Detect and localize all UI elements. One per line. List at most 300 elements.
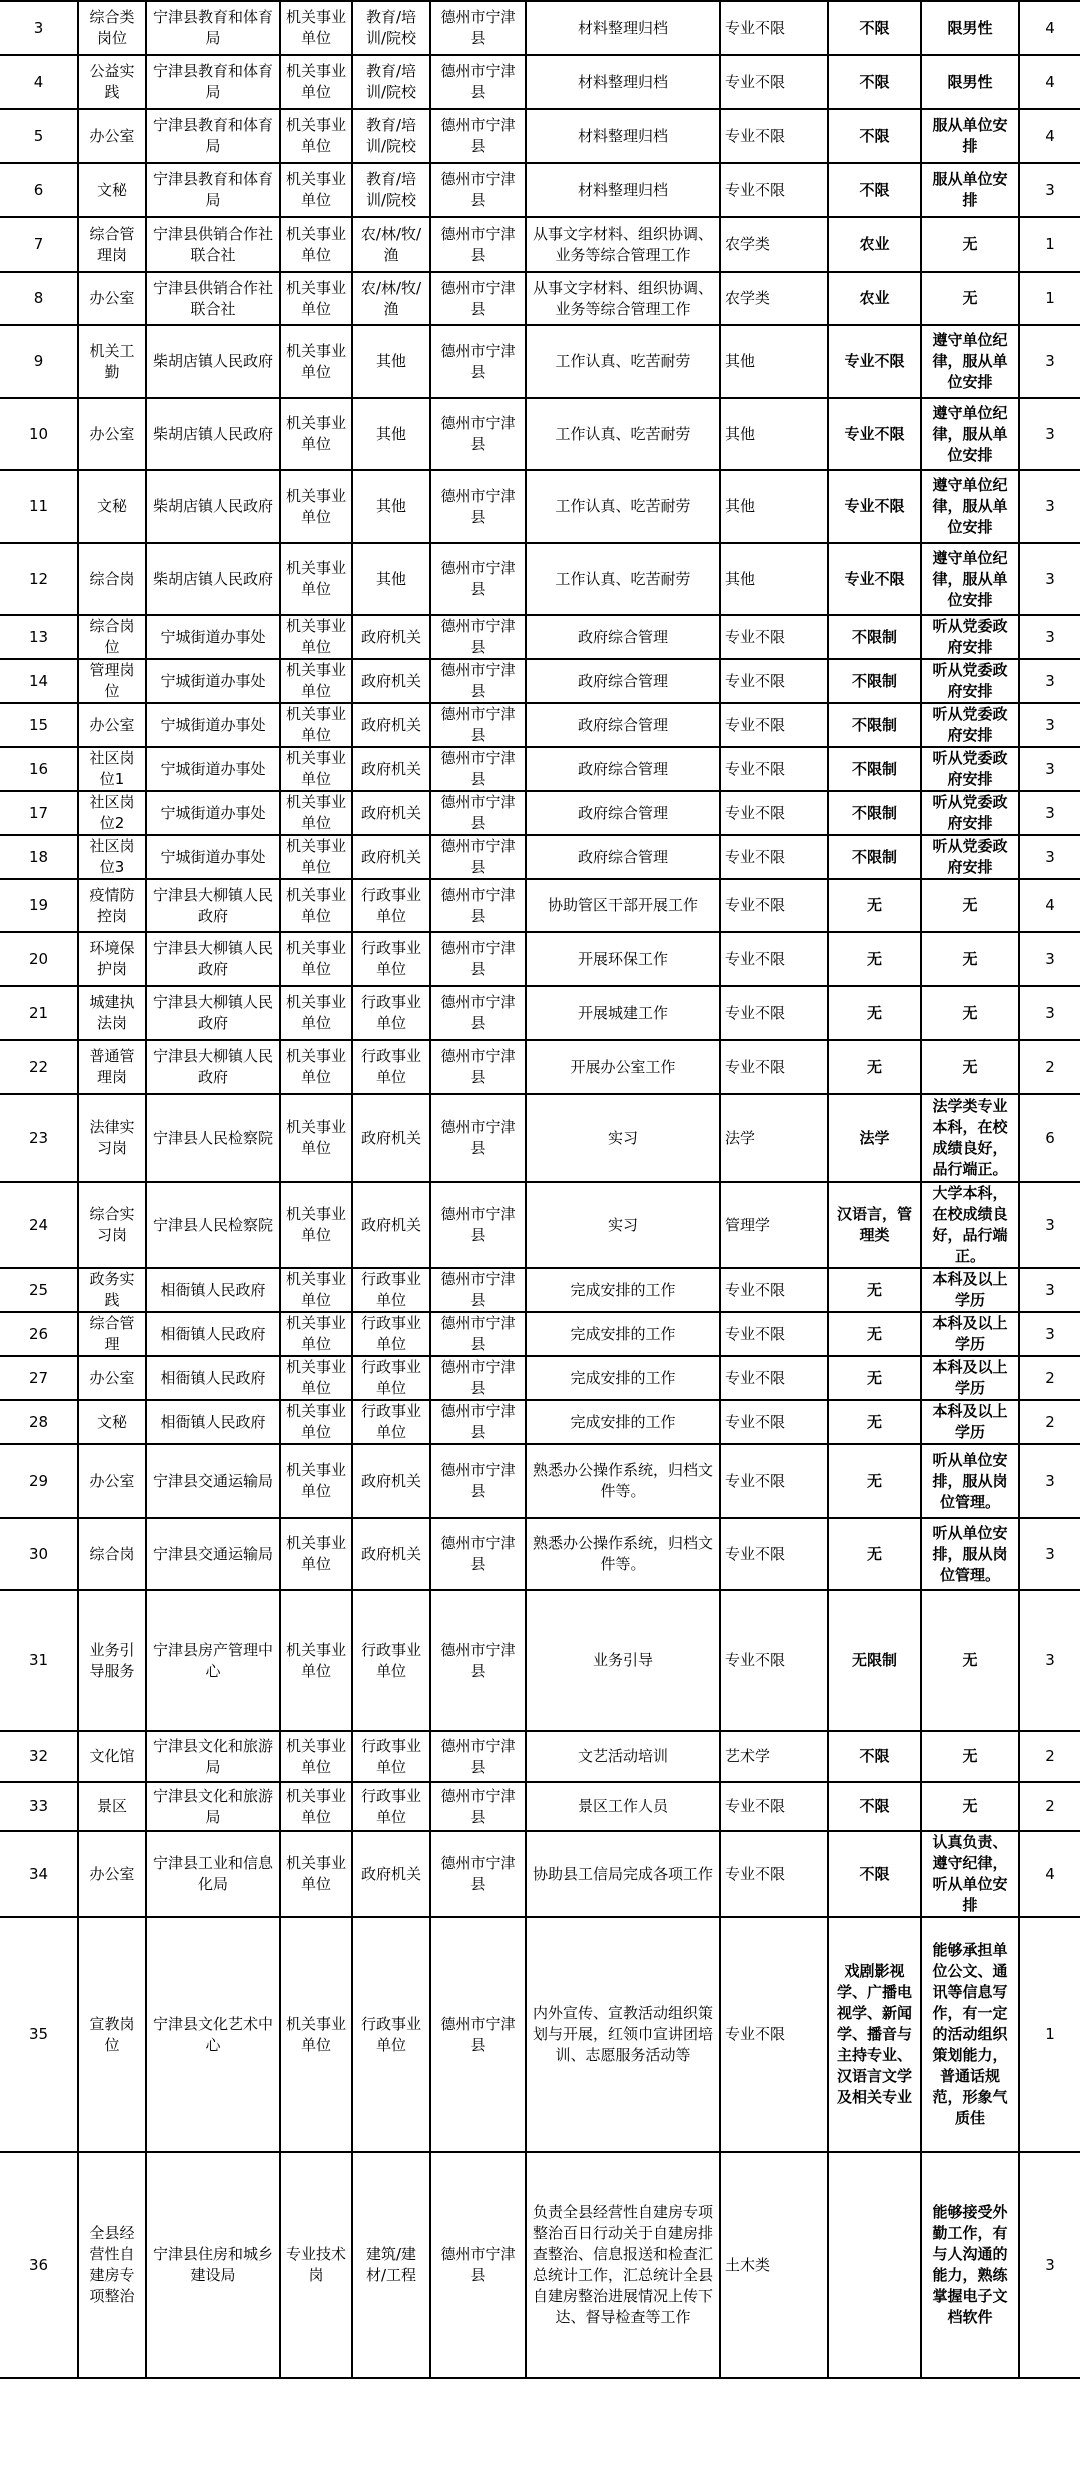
unit-type-cell: 机关事业单位	[280, 325, 352, 398]
industry-cell: 政府机关	[352, 791, 430, 835]
row-number-cell: 14	[0, 659, 78, 703]
industry-cell: 行政事业单位	[352, 1040, 430, 1094]
position-name-cell: 政务实践	[78, 1268, 146, 1312]
position-name-cell: 社区岗位3	[78, 835, 146, 879]
other-requirement-cell: 听从党委政府安排	[921, 835, 1019, 879]
job-description-cell: 政府综合管理	[526, 791, 720, 835]
job-description-cell: 开展城建工作	[526, 986, 720, 1040]
table-row	[0, 1268, 1080, 1312]
work-location-cell: 德州市宁津县	[430, 747, 526, 791]
table-row	[0, 163, 1080, 217]
unit-type-cell: 机关事业单位	[280, 703, 352, 747]
position-name-cell: 文秘	[78, 470, 146, 543]
headcount-cell: 3	[1019, 835, 1080, 879]
headcount-cell: 3	[1019, 470, 1080, 543]
unit-name-cell: 宁城街道办事处	[146, 747, 280, 791]
job-description-cell: 材料整理归档	[526, 163, 720, 217]
major-requirement-cell: 法学	[720, 1094, 828, 1182]
job-description-cell: 实习	[526, 1094, 720, 1182]
work-location-cell: 德州市宁津县	[430, 1040, 526, 1094]
position-name-cell: 环境保护岗	[78, 932, 146, 986]
industry-cell: 政府机关	[352, 659, 430, 703]
table-row	[0, 2152, 1080, 2378]
row-number-cell: 31	[0, 1590, 78, 1731]
unit-type-cell: 专业技术岗	[280, 2152, 352, 2378]
position-name-cell: 业务引导服务	[78, 1590, 146, 1731]
headcount-cell: 4	[1019, 55, 1080, 109]
major-restriction-cell: 无	[828, 1268, 921, 1312]
unit-name-cell: 宁津县教育和体育局	[146, 109, 280, 163]
table-row	[0, 470, 1080, 543]
table-row	[0, 1182, 1080, 1268]
major-restriction-cell: 无	[828, 1518, 921, 1590]
work-location-cell: 德州市宁津县	[430, 1094, 526, 1182]
unit-type-cell: 机关事业单位	[280, 747, 352, 791]
position-name-cell: 综合岗	[78, 543, 146, 615]
work-location-cell: 德州市宁津县	[430, 2152, 526, 2378]
major-requirement-cell: 专业不限	[720, 55, 828, 109]
headcount-cell: 1	[1019, 1917, 1080, 2152]
table-row	[0, 543, 1080, 615]
row-number-cell: 22	[0, 1040, 78, 1094]
unit-name-cell: 宁津县文化艺术中心	[146, 1917, 280, 2152]
job-description-cell: 政府综合管理	[526, 747, 720, 791]
industry-cell: 行政事业单位	[352, 1400, 430, 1444]
major-requirement-cell: 其他	[720, 543, 828, 615]
other-requirement-cell: 无	[921, 986, 1019, 1040]
job-description-cell: 熟悉办公操作系统，归档文件等。	[526, 1518, 720, 1590]
work-location-cell: 德州市宁津县	[430, 986, 526, 1040]
headcount-cell: 3	[1019, 2152, 1080, 2378]
work-location-cell: 德州市宁津县	[430, 217, 526, 272]
unit-name-cell: 柴胡店镇人民政府	[146, 398, 280, 470]
job-description-cell: 政府综合管理	[526, 835, 720, 879]
unit-name-cell: 宁城街道办事处	[146, 659, 280, 703]
work-location-cell: 德州市宁津县	[430, 163, 526, 217]
unit-name-cell: 宁津县工业和信息化局	[146, 1831, 280, 1917]
major-restriction-cell: 无	[828, 1444, 921, 1518]
work-location-cell: 德州市宁津县	[430, 1518, 526, 1590]
unit-name-cell: 宁津县教育和体育局	[146, 1, 280, 55]
work-location-cell: 德州市宁津县	[430, 325, 526, 398]
work-location-cell: 德州市宁津县	[430, 1917, 526, 2152]
major-restriction-cell: 无	[828, 879, 921, 932]
table-row	[0, 1444, 1080, 1518]
major-requirement-cell: 专业不限	[720, 1, 828, 55]
table-row	[0, 747, 1080, 791]
major-restriction-cell: 无	[828, 986, 921, 1040]
major-restriction-cell: 无	[828, 1040, 921, 1094]
other-requirement-cell: 无	[921, 879, 1019, 932]
unit-type-cell: 机关事业单位	[280, 217, 352, 272]
other-requirement-cell: 听从单位安排，服从岗位管理。	[921, 1444, 1019, 1518]
unit-name-cell: 宁津县交通运输局	[146, 1518, 280, 1590]
unit-name-cell: 宁津县房产管理中心	[146, 1590, 280, 1731]
major-requirement-cell: 专业不限	[720, 1444, 828, 1518]
position-name-cell: 办公室	[78, 109, 146, 163]
major-restriction-cell: 不限制	[828, 835, 921, 879]
work-location-cell: 德州市宁津县	[430, 615, 526, 659]
unit-type-cell: 机关事业单位	[280, 1917, 352, 2152]
headcount-cell: 2	[1019, 1782, 1080, 1831]
headcount-cell: 4	[1019, 1831, 1080, 1917]
row-number-cell: 27	[0, 1356, 78, 1400]
row-number-cell: 4	[0, 55, 78, 109]
headcount-cell: 3	[1019, 1268, 1080, 1312]
work-location-cell: 德州市宁津县	[430, 1831, 526, 1917]
unit-type-cell: 机关事业单位	[280, 398, 352, 470]
table-row	[0, 1040, 1080, 1094]
position-name-cell: 办公室	[78, 398, 146, 470]
headcount-cell: 3	[1019, 932, 1080, 986]
major-restriction-cell: 无限制	[828, 1590, 921, 1731]
major-requirement-cell: 专业不限	[720, 163, 828, 217]
unit-name-cell: 宁津县文化和旅游局	[146, 1782, 280, 1831]
major-requirement-cell: 专业不限	[720, 747, 828, 791]
job-description-cell: 协助管区干部开展工作	[526, 879, 720, 932]
row-number-cell: 18	[0, 835, 78, 879]
table-row	[0, 1356, 1080, 1400]
major-requirement-cell: 专业不限	[720, 1400, 828, 1444]
headcount-cell: 2	[1019, 1040, 1080, 1094]
job-description-cell: 材料整理归档	[526, 109, 720, 163]
industry-cell: 行政事业单位	[352, 1268, 430, 1312]
headcount-cell: 2	[1019, 1731, 1080, 1782]
unit-name-cell: 柴胡店镇人民政府	[146, 543, 280, 615]
row-number-cell: 3	[0, 1, 78, 55]
table-row	[0, 55, 1080, 109]
industry-cell: 政府机关	[352, 747, 430, 791]
table-row	[0, 879, 1080, 932]
major-restriction-cell: 法学	[828, 1094, 921, 1182]
work-location-cell: 德州市宁津县	[430, 398, 526, 470]
other-requirement-cell: 遵守单位纪律，服从单位安排	[921, 325, 1019, 398]
major-requirement-cell: 专业不限	[720, 1040, 828, 1094]
industry-cell: 政府机关	[352, 1094, 430, 1182]
other-requirement-cell: 无	[921, 932, 1019, 986]
work-location-cell: 德州市宁津县	[430, 659, 526, 703]
headcount-cell: 4	[1019, 109, 1080, 163]
unit-type-cell: 机关事业单位	[280, 615, 352, 659]
other-requirement-cell: 无	[921, 272, 1019, 325]
unit-type-cell: 机关事业单位	[280, 1268, 352, 1312]
unit-name-cell: 相衙镇人民政府	[146, 1356, 280, 1400]
unit-name-cell: 宁津县供销合作社联合社	[146, 272, 280, 325]
major-requirement-cell: 专业不限	[720, 835, 828, 879]
industry-cell: 教育/培训/院校	[352, 1, 430, 55]
position-name-cell: 文化馆	[78, 1731, 146, 1782]
headcount-cell: 4	[1019, 1, 1080, 55]
headcount-cell: 3	[1019, 703, 1080, 747]
other-requirement-cell: 本科及以上学历	[921, 1400, 1019, 1444]
table-row	[0, 325, 1080, 398]
industry-cell: 政府机关	[352, 1518, 430, 1590]
position-name-cell: 办公室	[78, 272, 146, 325]
unit-name-cell: 宁津县教育和体育局	[146, 163, 280, 217]
unit-type-cell: 机关事业单位	[280, 1400, 352, 1444]
row-number-cell: 28	[0, 1400, 78, 1444]
unit-name-cell: 宁津县大柳镇人民政府	[146, 1040, 280, 1094]
unit-name-cell: 宁城街道办事处	[146, 835, 280, 879]
other-requirement-cell: 无	[921, 1731, 1019, 1782]
major-restriction-cell: 农业	[828, 217, 921, 272]
other-requirement-cell: 本科及以上学历	[921, 1268, 1019, 1312]
headcount-cell: 3	[1019, 325, 1080, 398]
other-requirement-cell: 能够承担单位公文、通讯等信息写作，有一定的活动组织策划能力，普通话规范，形象气质佳	[921, 1917, 1019, 2152]
unit-name-cell: 宁津县人民检察院	[146, 1182, 280, 1268]
major-requirement-cell: 专业不限	[720, 1782, 828, 1831]
other-requirement-cell: 无	[921, 1040, 1019, 1094]
position-name-cell: 办公室	[78, 1831, 146, 1917]
unit-type-cell: 机关事业单位	[280, 879, 352, 932]
position-name-cell: 社区岗位2	[78, 791, 146, 835]
table-row	[0, 1782, 1080, 1831]
industry-cell: 其他	[352, 543, 430, 615]
headcount-cell: 3	[1019, 398, 1080, 470]
other-requirement-cell: 无	[921, 217, 1019, 272]
major-requirement-cell: 专业不限	[720, 1917, 828, 2152]
industry-cell: 其他	[352, 470, 430, 543]
major-requirement-cell: 管理学	[720, 1182, 828, 1268]
industry-cell: 政府机关	[352, 703, 430, 747]
headcount-cell: 3	[1019, 543, 1080, 615]
row-number-cell: 8	[0, 272, 78, 325]
row-number-cell: 24	[0, 1182, 78, 1268]
unit-type-cell: 机关事业单位	[280, 1356, 352, 1400]
job-description-cell: 工作认真、吃苦耐劳	[526, 543, 720, 615]
row-number-cell: 35	[0, 1917, 78, 2152]
other-requirement-cell: 遵守单位纪律，服从单位安排	[921, 470, 1019, 543]
job-description-cell: 从事文字材料、组织协调、业务等综合管理工作	[526, 217, 720, 272]
table-row	[0, 659, 1080, 703]
industry-cell: 行政事业单位	[352, 1782, 430, 1831]
row-number-cell: 21	[0, 986, 78, 1040]
headcount-cell: 1	[1019, 217, 1080, 272]
headcount-cell: 3	[1019, 1590, 1080, 1731]
industry-cell: 教育/培训/院校	[352, 163, 430, 217]
major-restriction-cell: 不限制	[828, 615, 921, 659]
work-location-cell: 德州市宁津县	[430, 835, 526, 879]
position-name-cell: 文秘	[78, 163, 146, 217]
job-description-cell: 实习	[526, 1182, 720, 1268]
row-number-cell: 33	[0, 1782, 78, 1831]
unit-type-cell: 机关事业单位	[280, 659, 352, 703]
major-requirement-cell: 专业不限	[720, 986, 828, 1040]
major-requirement-cell: 专业不限	[720, 791, 828, 835]
position-name-cell: 社区岗位1	[78, 747, 146, 791]
industry-cell: 政府机关	[352, 1831, 430, 1917]
table-row	[0, 1917, 1080, 2152]
industry-cell: 政府机关	[352, 1182, 430, 1268]
position-name-cell: 全县经营性自建房专项整治	[78, 2152, 146, 2378]
other-requirement-cell: 听从党委政府安排	[921, 747, 1019, 791]
table-row	[0, 217, 1080, 272]
industry-cell: 政府机关	[352, 615, 430, 659]
major-requirement-cell: 其他	[720, 398, 828, 470]
headcount-cell: 3	[1019, 163, 1080, 217]
table-row	[0, 109, 1080, 163]
work-location-cell: 德州市宁津县	[430, 1356, 526, 1400]
job-description-cell: 工作认真、吃苦耐劳	[526, 325, 720, 398]
row-number-cell: 5	[0, 109, 78, 163]
major-requirement-cell: 专业不限	[720, 1312, 828, 1356]
major-requirement-cell: 专业不限	[720, 615, 828, 659]
row-number-cell: 7	[0, 217, 78, 272]
major-restriction-cell: 汉语言，管理类	[828, 1182, 921, 1268]
work-location-cell: 德州市宁津县	[430, 703, 526, 747]
major-restriction-cell: 不限制	[828, 791, 921, 835]
table-row	[0, 1731, 1080, 1782]
row-number-cell: 23	[0, 1094, 78, 1182]
job-description-cell: 业务引导	[526, 1590, 720, 1731]
job-description-cell: 材料整理归档	[526, 1, 720, 55]
industry-cell: 政府机关	[352, 1444, 430, 1518]
table-row	[0, 1, 1080, 55]
major-requirement-cell: 专业不限	[720, 1590, 828, 1731]
unit-type-cell: 机关事业单位	[280, 1094, 352, 1182]
job-description-cell: 协助县工信局完成各项工作	[526, 1831, 720, 1917]
job-description-cell: 景区工作人员	[526, 1782, 720, 1831]
row-number-cell: 29	[0, 1444, 78, 1518]
unit-type-cell: 机关事业单位	[280, 1731, 352, 1782]
major-requirement-cell: 专业不限	[720, 703, 828, 747]
row-number-cell: 12	[0, 543, 78, 615]
industry-cell: 教育/培训/院校	[352, 109, 430, 163]
row-number-cell: 19	[0, 879, 78, 932]
industry-cell: 行政事业单位	[352, 1312, 430, 1356]
headcount-cell: 6	[1019, 1094, 1080, 1182]
row-number-cell: 6	[0, 163, 78, 217]
major-restriction-cell: 专业不限	[828, 470, 921, 543]
major-requirement-cell: 专业不限	[720, 932, 828, 986]
major-restriction-cell: 专业不限	[828, 398, 921, 470]
unit-name-cell: 相衙镇人民政府	[146, 1268, 280, 1312]
major-requirement-cell: 专业不限	[720, 1356, 828, 1400]
row-number-cell: 20	[0, 932, 78, 986]
position-name-cell: 综合类岗位	[78, 1, 146, 55]
job-description-cell: 工作认真、吃苦耐劳	[526, 398, 720, 470]
work-location-cell: 德州市宁津县	[430, 1182, 526, 1268]
unit-name-cell: 相衙镇人民政府	[146, 1312, 280, 1356]
unit-type-cell: 机关事业单位	[280, 1444, 352, 1518]
job-description-cell: 完成安排的工作	[526, 1400, 720, 1444]
other-requirement-cell: 限男性	[921, 1, 1019, 55]
unit-name-cell: 柴胡店镇人民政府	[146, 470, 280, 543]
job-description-cell: 材料整理归档	[526, 55, 720, 109]
other-requirement-cell: 听从党委政府安排	[921, 791, 1019, 835]
major-requirement-cell: 专业不限	[720, 1268, 828, 1312]
work-location-cell: 德州市宁津县	[430, 1731, 526, 1782]
major-restriction-cell	[828, 2152, 921, 2378]
position-name-cell: 宣教岗位	[78, 1917, 146, 2152]
job-description-cell: 开展环保工作	[526, 932, 720, 986]
position-name-cell: 办公室	[78, 1356, 146, 1400]
work-location-cell: 德州市宁津县	[430, 1268, 526, 1312]
major-requirement-cell: 其他	[720, 470, 828, 543]
other-requirement-cell: 听从党委政府安排	[921, 659, 1019, 703]
major-restriction-cell: 不限制	[828, 747, 921, 791]
industry-cell: 农/林/牧/渔	[352, 272, 430, 325]
major-restriction-cell: 无	[828, 1356, 921, 1400]
major-restriction-cell: 无	[828, 1400, 921, 1444]
position-name-cell: 办公室	[78, 703, 146, 747]
row-number-cell: 32	[0, 1731, 78, 1782]
position-name-cell: 景区	[78, 1782, 146, 1831]
row-number-cell: 16	[0, 747, 78, 791]
job-description-cell: 政府综合管理	[526, 659, 720, 703]
job-description-cell: 完成安排的工作	[526, 1268, 720, 1312]
table-row	[0, 1094, 1080, 1182]
row-number-cell: 25	[0, 1268, 78, 1312]
row-number-cell: 11	[0, 470, 78, 543]
headcount-cell: 3	[1019, 791, 1080, 835]
position-name-cell: 管理岗位	[78, 659, 146, 703]
industry-cell: 其他	[352, 325, 430, 398]
work-location-cell: 德州市宁津县	[430, 1, 526, 55]
position-name-cell: 综合岗	[78, 1518, 146, 1590]
headcount-cell: 3	[1019, 1444, 1080, 1518]
job-description-cell: 政府综合管理	[526, 703, 720, 747]
headcount-cell: 4	[1019, 879, 1080, 932]
headcount-cell: 3	[1019, 1312, 1080, 1356]
job-description-cell: 文艺活动培训	[526, 1731, 720, 1782]
major-restriction-cell: 不限制	[828, 659, 921, 703]
major-restriction-cell: 不限	[828, 163, 921, 217]
other-requirement-cell: 服从单位安排	[921, 163, 1019, 217]
table-row	[0, 1590, 1080, 1731]
unit-type-cell: 机关事业单位	[280, 1590, 352, 1731]
headcount-cell: 3	[1019, 747, 1080, 791]
work-location-cell: 德州市宁津县	[430, 470, 526, 543]
industry-cell: 行政事业单位	[352, 932, 430, 986]
position-name-cell: 城建执法岗	[78, 986, 146, 1040]
unit-name-cell: 宁津县供销合作社联合社	[146, 217, 280, 272]
table-row	[0, 1400, 1080, 1444]
headcount-cell: 2	[1019, 1356, 1080, 1400]
other-requirement-cell: 听从党委政府安排	[921, 615, 1019, 659]
headcount-cell: 3	[1019, 615, 1080, 659]
unit-type-cell: 机关事业单位	[280, 1182, 352, 1268]
unit-name-cell: 宁津县教育和体育局	[146, 55, 280, 109]
unit-type-cell: 机关事业单位	[280, 470, 352, 543]
other-requirement-cell: 认真负责、遵守纪律，听从单位安排	[921, 1831, 1019, 1917]
table-row	[0, 615, 1080, 659]
major-restriction-cell: 不限	[828, 1782, 921, 1831]
job-description-cell: 开展办公室工作	[526, 1040, 720, 1094]
work-location-cell: 德州市宁津县	[430, 1312, 526, 1356]
position-name-cell: 普通管理岗	[78, 1040, 146, 1094]
job-description-cell: 完成安排的工作	[526, 1312, 720, 1356]
major-requirement-cell: 艺术学	[720, 1731, 828, 1782]
major-requirement-cell: 土木类	[720, 2152, 828, 2378]
other-requirement-cell: 遵守单位纪律，服从单位安排	[921, 398, 1019, 470]
major-requirement-cell: 专业不限	[720, 1518, 828, 1590]
unit-type-cell: 机关事业单位	[280, 163, 352, 217]
work-location-cell: 德州市宁津县	[430, 109, 526, 163]
row-number-cell: 36	[0, 2152, 78, 2378]
table-row	[0, 1518, 1080, 1590]
work-location-cell: 德州市宁津县	[430, 791, 526, 835]
unit-type-cell: 机关事业单位	[280, 543, 352, 615]
table-row	[0, 1831, 1080, 1917]
job-description-cell: 政府综合管理	[526, 615, 720, 659]
unit-name-cell: 宁津县人民检察院	[146, 1094, 280, 1182]
job-description-cell: 工作认真、吃苦耐劳	[526, 470, 720, 543]
unit-name-cell: 相衙镇人民政府	[146, 1400, 280, 1444]
headcount-cell: 3	[1019, 659, 1080, 703]
headcount-cell: 3	[1019, 1182, 1080, 1268]
other-requirement-cell: 法学类专业本科，在校成绩良好，品行端正。	[921, 1094, 1019, 1182]
